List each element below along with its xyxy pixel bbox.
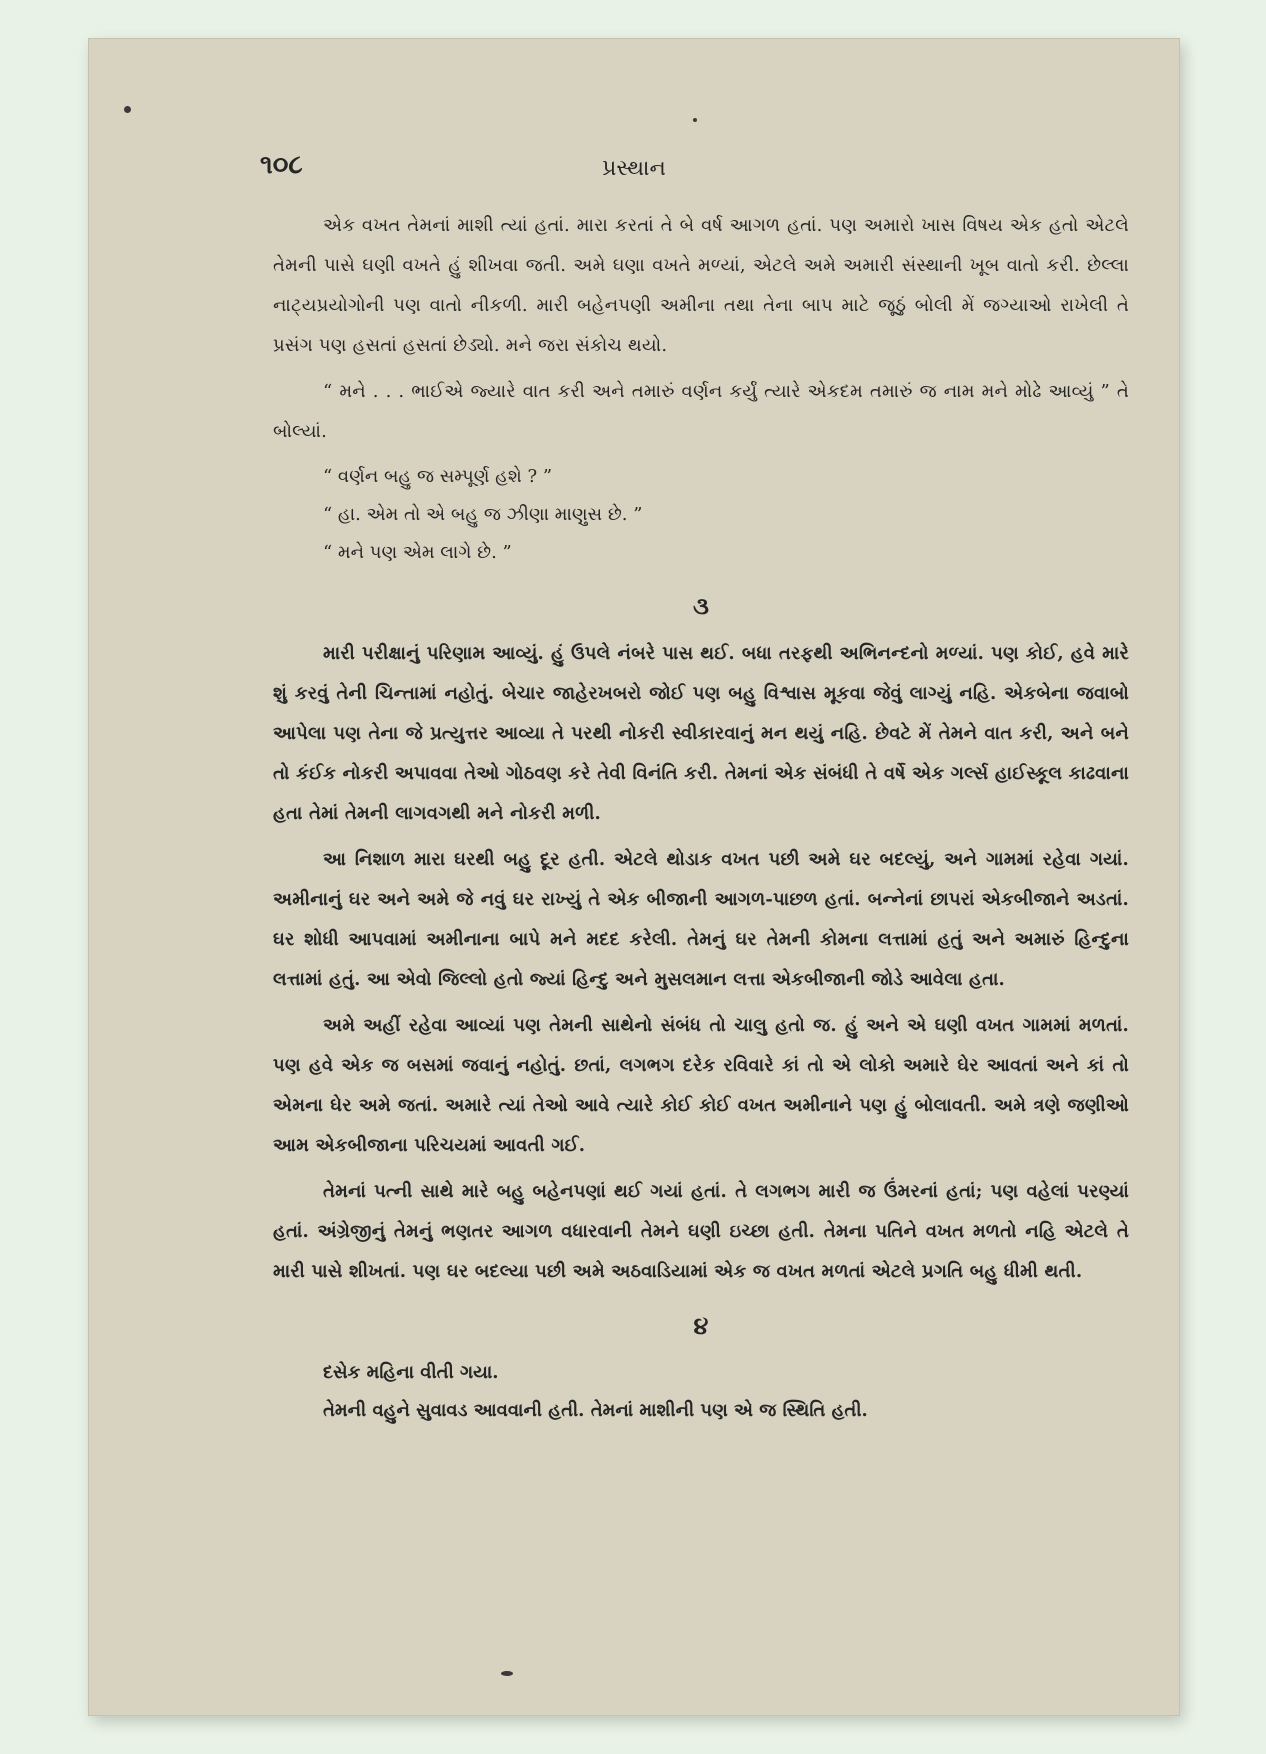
text-line: તેમની વહુને સુવાવડ આવવાની હતી. તેમનાં માશીની પણ એ જ સ્થિતિ હતી. <box>323 1400 868 1421</box>
paragraph: અમે અહીં રહેવા આવ્યાં પણ તેમની સાથેનો સંબંધ તો ચાલુ હતો જ. હું અને એ ઘણી વખત ગામમાં મળતાં. પણ હવે એક જ બસમાં જવાનું નહોતું. છતાં, લગભગ દરેક રવિવારે કાં તો એ લોકો અમારે ઘેર આવતાં અને કાં તો એમના ઘેર અમે જતાં. અમારે ત્યાં તેઓ આવે ત્યારે કોઈ કોઈ વખત અમીનાને પણ હું બોલાવતી. અમે ત્રણે જણીઓ આમ એકબીજાના પરિચયમાં આવતી ગઈ. <box>273 1015 1129 1156</box>
section-number: ૪ <box>693 1311 709 1340</box>
book-page <box>88 38 1180 1716</box>
page-number: ૧૦૮ <box>260 150 303 180</box>
paragraph: “ મને . . . ભાઈએ જ્યારે વાત કરી અને તમારું વર્ણન કર્યું ત્યારે એકદમ તમારું જ નામ મને મોઢે આવ્યું ” તે બોલ્યાં. <box>273 381 1129 442</box>
dialog-line: “ મને પણ એમ લાગે છે. ” <box>323 542 512 563</box>
ink-speck <box>501 1671 513 1676</box>
running-title: પ્રસ્થાન <box>602 156 666 181</box>
ink-speck <box>693 118 697 122</box>
dialog-line: “ વર્ણન બહુ જ સમ્પૂર્ણ હશે ? ” <box>323 466 553 487</box>
ink-speck <box>124 106 131 113</box>
paragraph: તેમનાં પત્ની સાથે મારે બહુ બહેનપણાં થઈ ગયાં હતાં. તે લગભગ મારી જ ઉંમરનાં હતાં; પણ વહેલાં પરણ્યાં હતાં. અંગ્રેજીનું તેમનું ભણતર આગળ વધારવાની તેમને ઘણી ઇચ્છા હતી. તેમના પતિને વખત મળતો નહિ એટલે તે મારી પાસે શીખતાં. પણ ઘર બદલ્યા પછી અમે અઠવાડિયામાં એક જ વખત મળતાં એટલે પ્રગતિ બહુ ધીમી થતી. <box>273 1181 1129 1282</box>
text-line: દસેક મહિના વીતી ગયા. <box>323 1362 499 1383</box>
dialog-line: “ હા. એમ તો એ બહુ જ ઝીણા માણુસ છે. ” <box>323 504 643 525</box>
page-body <box>273 206 1129 1430</box>
paragraph: મારી પરીક્ષાનું પરિણામ આવ્યું. હું ઉપલે નંબરે પાસ થઈ. બધા તરફથી અભિનન્દનો મળ્યાં. પણ કોઈ, હવે મારે શું કરવું તેની ચિન્તામાં નહોતું. બેચાર જાહેરખબરો જોઈ પણ બહુ વિશ્વાસ મૂકવા જેવું લાગ્યું નહિ. એકબેના જવાબો આપેલા પણ તેના જે પ્રત્યુત્તર આવ્યા તે પરથી નોકરી સ્વીકારવાનું મન થયું નહિ. છેવટે મેં તેમને વાત કરી, અને બને તો કંઈક નોકરી અપાવવા તેઓ ગોઠવણ કરે તેવી વિનંતિ કરી. તેમનાં એક સંબંધી તે વર્ષે એક ગર્લ્સ હાઈસ્કૂલ કાઢવાના હતા તેમાં તેમની લાગવગથી મને નોકરી મળી. <box>273 643 1129 824</box>
page-header <box>88 150 1180 190</box>
paragraph: એક વખત તેમનાં માશી ત્યાં હતાં. મારા કરતાં તે બે વર્ષ આગળ હતાં. પણ અમારો ખાસ વિષય એક હતો એટલે તેમની પાસે ઘણી વખતે હું શીખવા જતી. અમે ઘણા વખતે મળ્યાં, એટલે અમે અમારી સંસ્થાની ખૂબ વાતો કરી. છેલ્લા નાટ્યપ્રયોગોની પણ વાતો નીકળી. મારી બહેનપણી અમીના તથા તેના બાપ માટે જૂઠું બોલી મેં જગ્યાઓ રાખેલી તે પ્રસંગ પણ હસતાં હસતાં છેડ્યો. મને જરા સંકોચ થયો. <box>273 215 1129 356</box>
paragraph: આ નિશાળ મારા ઘરથી બહુ દૂર હતી. એટલે થોડાક વખત પછી અમે ઘર બદલ્યું, અને ગામમાં રહેવા ગયાં. અમીનાનું ઘર અને અમે જે નવું ઘર રાખ્યું તે એક બીજાની આગળ-પાછળ હતાં. બન્નેનાં છાપરાં એકબીજાને અડતાં. ઘર શોધી આપવામાં અમીનાના બાપે મને મદદ કરેલી. તેમનું ઘર તેમની કોમના લત્તામાં હતું અને અમારું હિન્દુના લત્તામાં હતું. આ એવો જિલ્લો હતો જ્યાં હિન્દુ અને મુસલમાન લત્તા એકબીજાની જોડે આવેલા હતા. <box>273 849 1129 990</box>
section-number: ૩ <box>693 591 709 620</box>
